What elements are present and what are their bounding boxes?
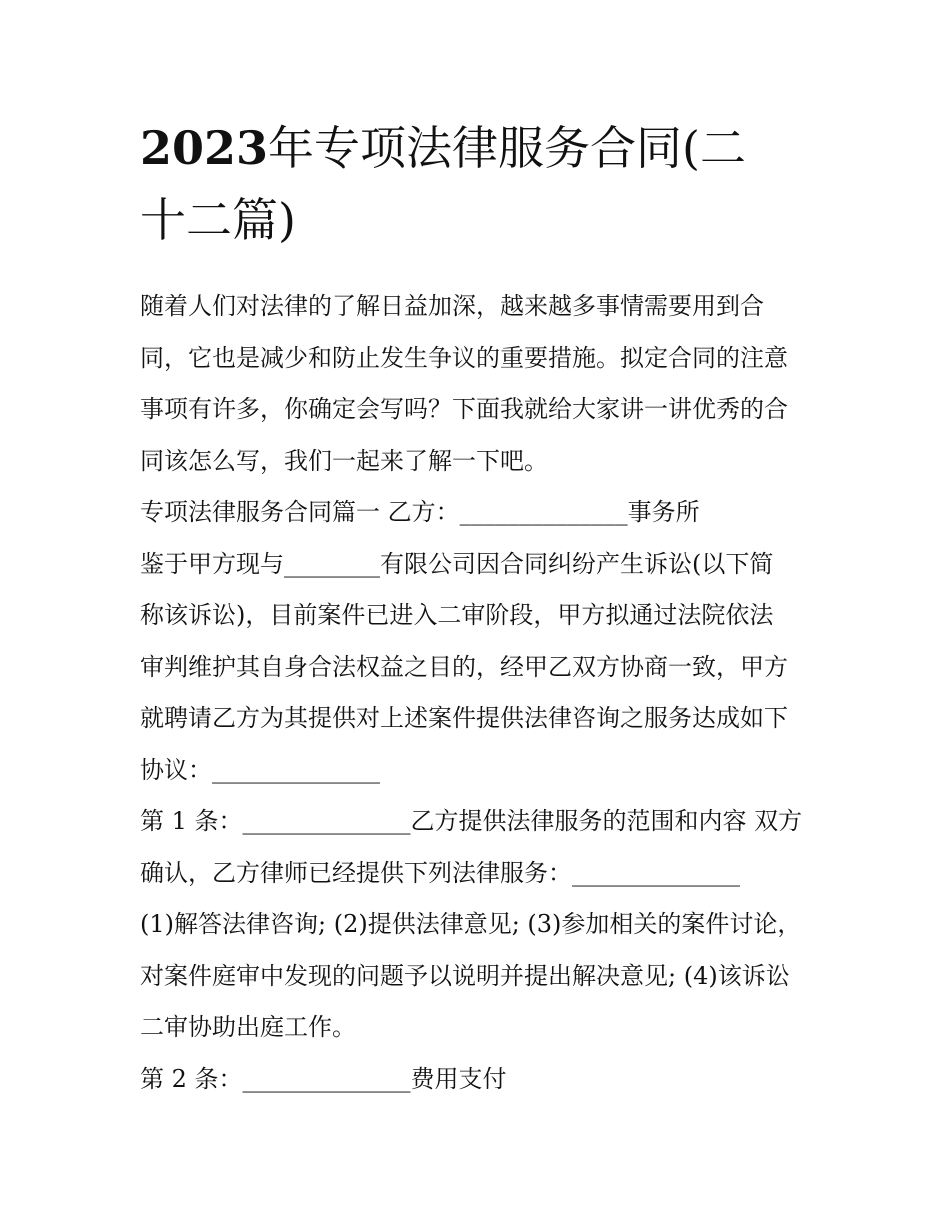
body-line: 称该诉讼)，目前案件已进入二审阶段，甲方拟通过法院依法 — [140, 601, 774, 629]
body-line: 事项有许多，你确定会写吗？下面我就给大家讲一讲优秀的合 — [140, 395, 788, 423]
body-line: 二审协助出庭工作。 — [140, 1013, 356, 1041]
body-line: 随着人们对法律的了解日益加深，越来越多事情需要用到合 — [140, 292, 764, 320]
document-body — [140, 281, 820, 1105]
body-line: 审判维护其自身合法权益之目的，经甲乙双方协商一致，甲方 — [140, 652, 788, 681]
body-line: 专项法律服务合同篇一 乙方：______________事务所 — [140, 498, 700, 526]
document-title — [140, 112, 820, 256]
body-line: 同，它也是减少和防止发生争议的重要措施。拟定合同的注意 — [140, 343, 788, 372]
body-line: 确认，乙方律师已经提供下列法律服务：______________ — [140, 858, 740, 887]
body-line: 鉴于甲方现与________有限公司因合同纠纷产生诉讼(以下简 — [140, 549, 774, 578]
title-line-1 — [140, 112, 820, 184]
body-line: 就聘请乙方为其提供对上述案件提供法律咨询之服务达成如下 — [140, 704, 788, 732]
body-line: 第 1 条：______________乙方提供法律服务的范围和内容 双方 — [140, 807, 803, 835]
body-line: 同该怎么写，我们一起来了解一下吧。 — [140, 446, 548, 475]
body-line: 对案件庭审中发现的问题予以说明并提出解决意见; (4)该诉讼 — [140, 961, 790, 990]
body-line: (1)解答法律咨询; (2)提供法律意见; (3)参加相关的案件讨论， — [140, 910, 802, 938]
title-year: 2023 — [140, 121, 269, 175]
title-line-2: 十二篇) — [140, 193, 296, 247]
body-line: 协议：______________ — [140, 755, 380, 784]
title-line-1-text: 年专项法律服务合同(二 — [268, 121, 746, 175]
body-line: 第 2 条：______________费用支付 — [140, 1064, 507, 1093]
